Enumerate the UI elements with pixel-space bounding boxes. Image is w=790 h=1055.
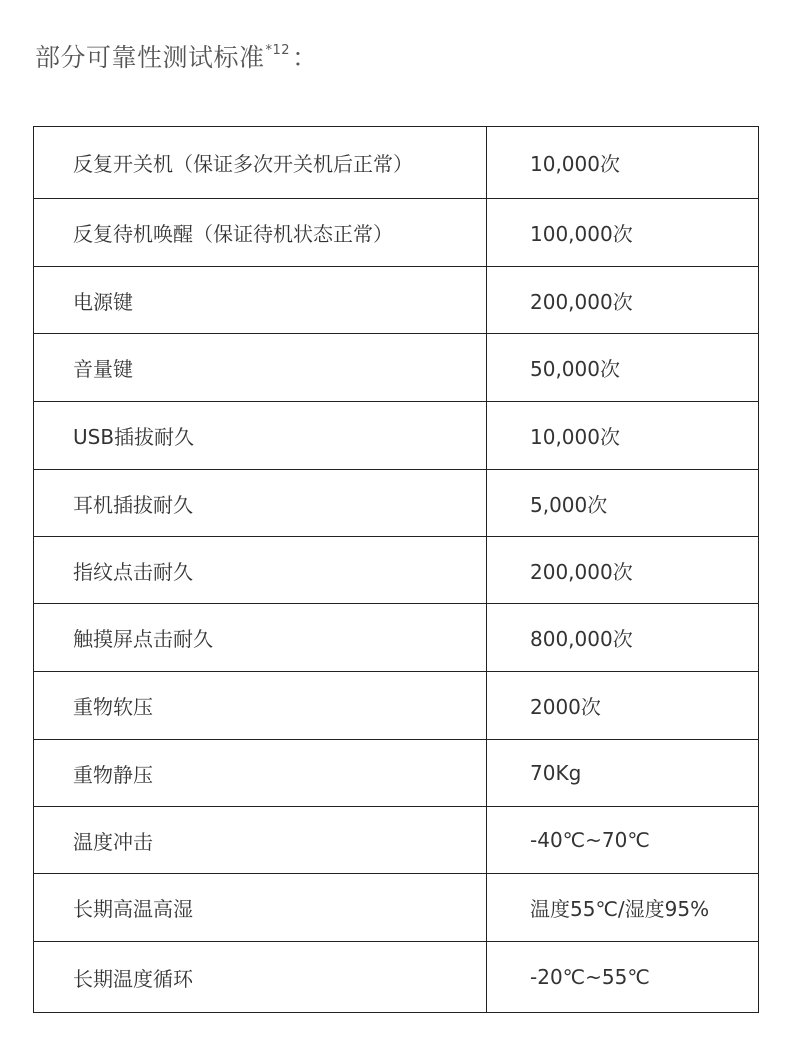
footnote-marker: *12 — [265, 43, 291, 58]
table-row — [34, 334, 759, 402]
test-item-value: 50,000次 — [487, 334, 759, 402]
test-item-value: 5,000次 — [487, 470, 759, 537]
test-item-value: 200,000次 — [487, 537, 759, 604]
test-item-name: 反复待机唤醒（保证待机状态正常） — [34, 199, 487, 267]
table-row — [34, 672, 759, 740]
test-item-name: 长期高温高湿 — [34, 874, 487, 942]
test-item-name: 电源键 — [34, 267, 487, 334]
table-row — [34, 807, 759, 874]
table-row — [34, 402, 759, 470]
test-item-value: 2000次 — [487, 672, 759, 740]
table-row — [34, 874, 759, 942]
table-row — [34, 267, 759, 334]
test-item-name: 触摸屏点击耐久 — [34, 604, 487, 672]
test-item-value: 70Kg — [487, 740, 759, 807]
test-item-value: 200,000次 — [487, 267, 759, 334]
test-item-value: 800,000次 — [487, 604, 759, 672]
test-item-name: 音量键 — [34, 334, 487, 402]
table-row — [34, 470, 759, 537]
test-item-name: 长期温度循环 — [34, 942, 487, 1013]
test-item-name: 耳机插拔耐久 — [34, 470, 487, 537]
test-item-name: 指纹点击耐久 — [34, 537, 487, 604]
table-row — [34, 740, 759, 807]
table-row — [34, 537, 759, 604]
test-item-name: 温度冲击 — [34, 807, 487, 874]
table-row — [34, 199, 759, 267]
test-item-name: USB插拔耐久 — [34, 402, 487, 470]
reliability-test-table — [33, 126, 759, 1013]
test-item-value: 温度55℃/湿度95% — [487, 874, 759, 942]
title-text: 部分可靠性测试标准 — [35, 43, 265, 72]
test-item-name: 重物软压 — [34, 672, 487, 740]
test-item-value: 100,000次 — [487, 199, 759, 267]
test-item-value: 10,000次 — [487, 402, 759, 470]
title-colon: ： — [292, 43, 318, 72]
test-item-value: 10,000次 — [487, 127, 759, 199]
test-item-value: -40℃~70℃ — [487, 807, 759, 874]
table-row — [34, 604, 759, 672]
test-item-value: -20℃~55℃ — [487, 942, 759, 1013]
test-item-name: 反复开关机（保证多次开关机后正常） — [34, 127, 487, 199]
test-item-name: 重物静压 — [34, 740, 487, 807]
page-title — [35, 38, 318, 74]
table-row — [34, 127, 759, 199]
table-row — [34, 942, 759, 1013]
